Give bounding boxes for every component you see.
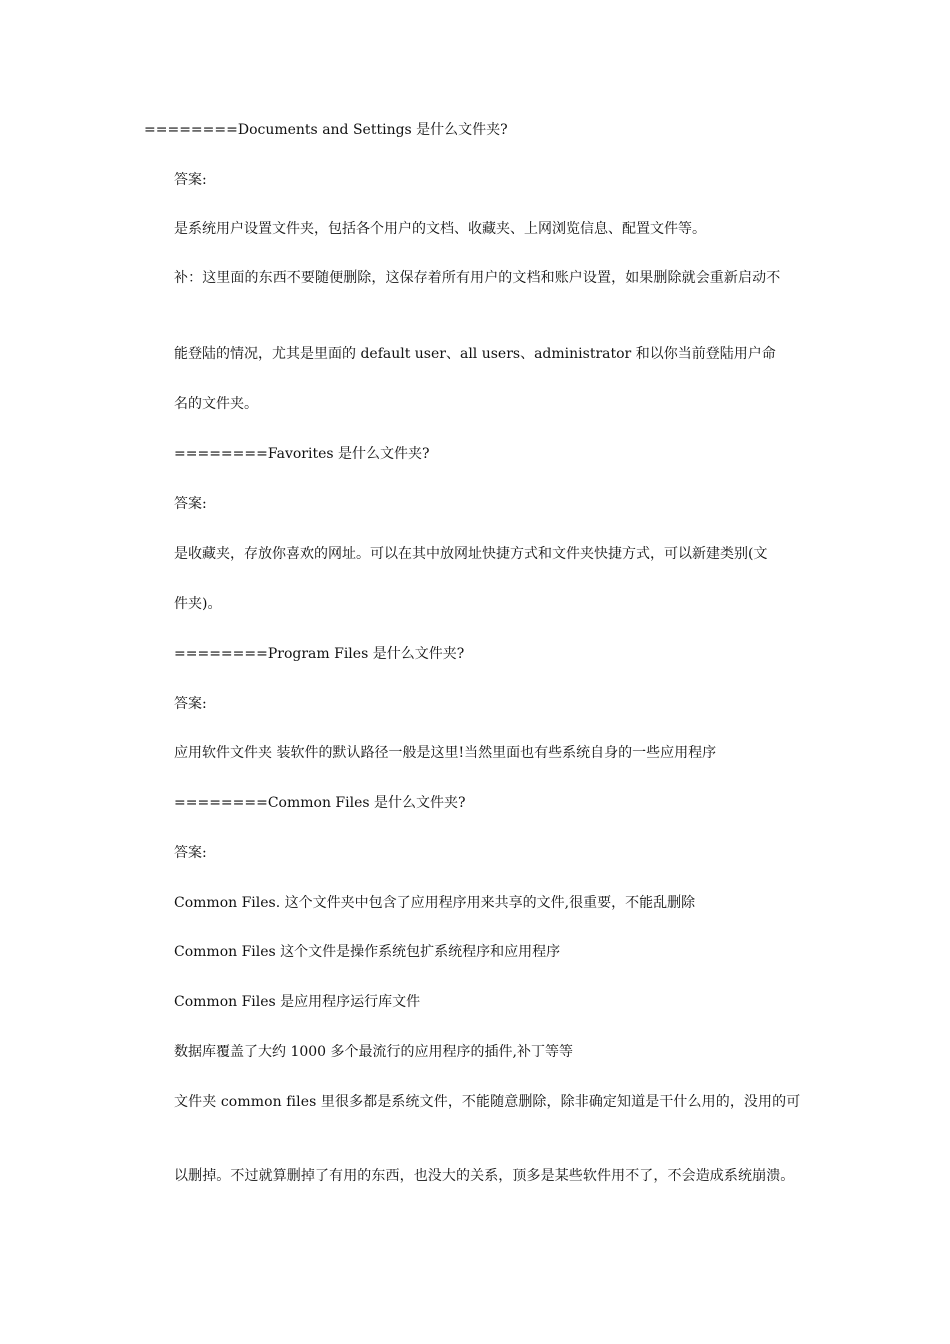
answer-text: Common Files. 这个文件夹中包含了应用程序用来共享的文件,很重要，不能乱删除 [174,895,696,911]
answer-text: 应用软件文件夹 装软件的默认路径一般是这里!当然里面也有些系统自身的一些应用程序 [174,745,717,761]
supplement-end: 名的文件夹。 [174,396,258,412]
answer-text: Common Files 这个文件是操作系统包扩系统程序和应用程序 [174,944,561,960]
answer-label: 答案: [174,496,207,512]
supplement-paragraph: 补：这里面的东西不要随便删除，这保存着所有用户的文档和账户设置，如果删除就会重新启动不 [174,270,781,286]
answer-text: Common Files 是应用程序运行库文件 [174,994,421,1010]
heading-favorites: ========Favorites 是什么文件夹? [174,446,430,462]
heading-program-files: ========Program Files 是什么文件夹? [174,646,465,662]
answer-text-continued: 件夹)。 [174,596,222,612]
answer-text: 数据库覆盖了大约 1000 多个最流行的应用程序的插件,补丁等等 [174,1044,573,1060]
heading-documents-and-settings: ========Documents and Settings 是什么文件夹? [144,122,508,138]
heading-common-files: ========Common Files 是什么文件夹? [174,795,466,811]
answer-label: 答案: [174,172,207,188]
answer-paragraph: 以删掉。不过就算删掉了有用的东西，也没大的关系，顶多是某些软件用不了，不会造成系统崩溃。 [174,1168,795,1184]
answer-label: 答案: [174,845,207,861]
answer-text: 是系统用户设置文件夹，包括各个用户的文档、收藏夹、上网浏览信息、配置文件等。 [174,221,706,237]
answer-paragraph: 文件夹 common files 里很多都是系统文件，不能随意删除，除非确定知道是干什么用的，没用的可 [174,1094,801,1110]
answer-label: 答案: [174,696,207,712]
supplement-continued: 能登陆的情况，尤其是里面的 default user、all users、administrator 和以你当前登陆用户命 [174,346,776,362]
answer-text: 是收藏夹，存放你喜欢的网址。可以在其中放网址快捷方式和文件夹快捷方式，可以新建类别(文 [174,546,768,562]
